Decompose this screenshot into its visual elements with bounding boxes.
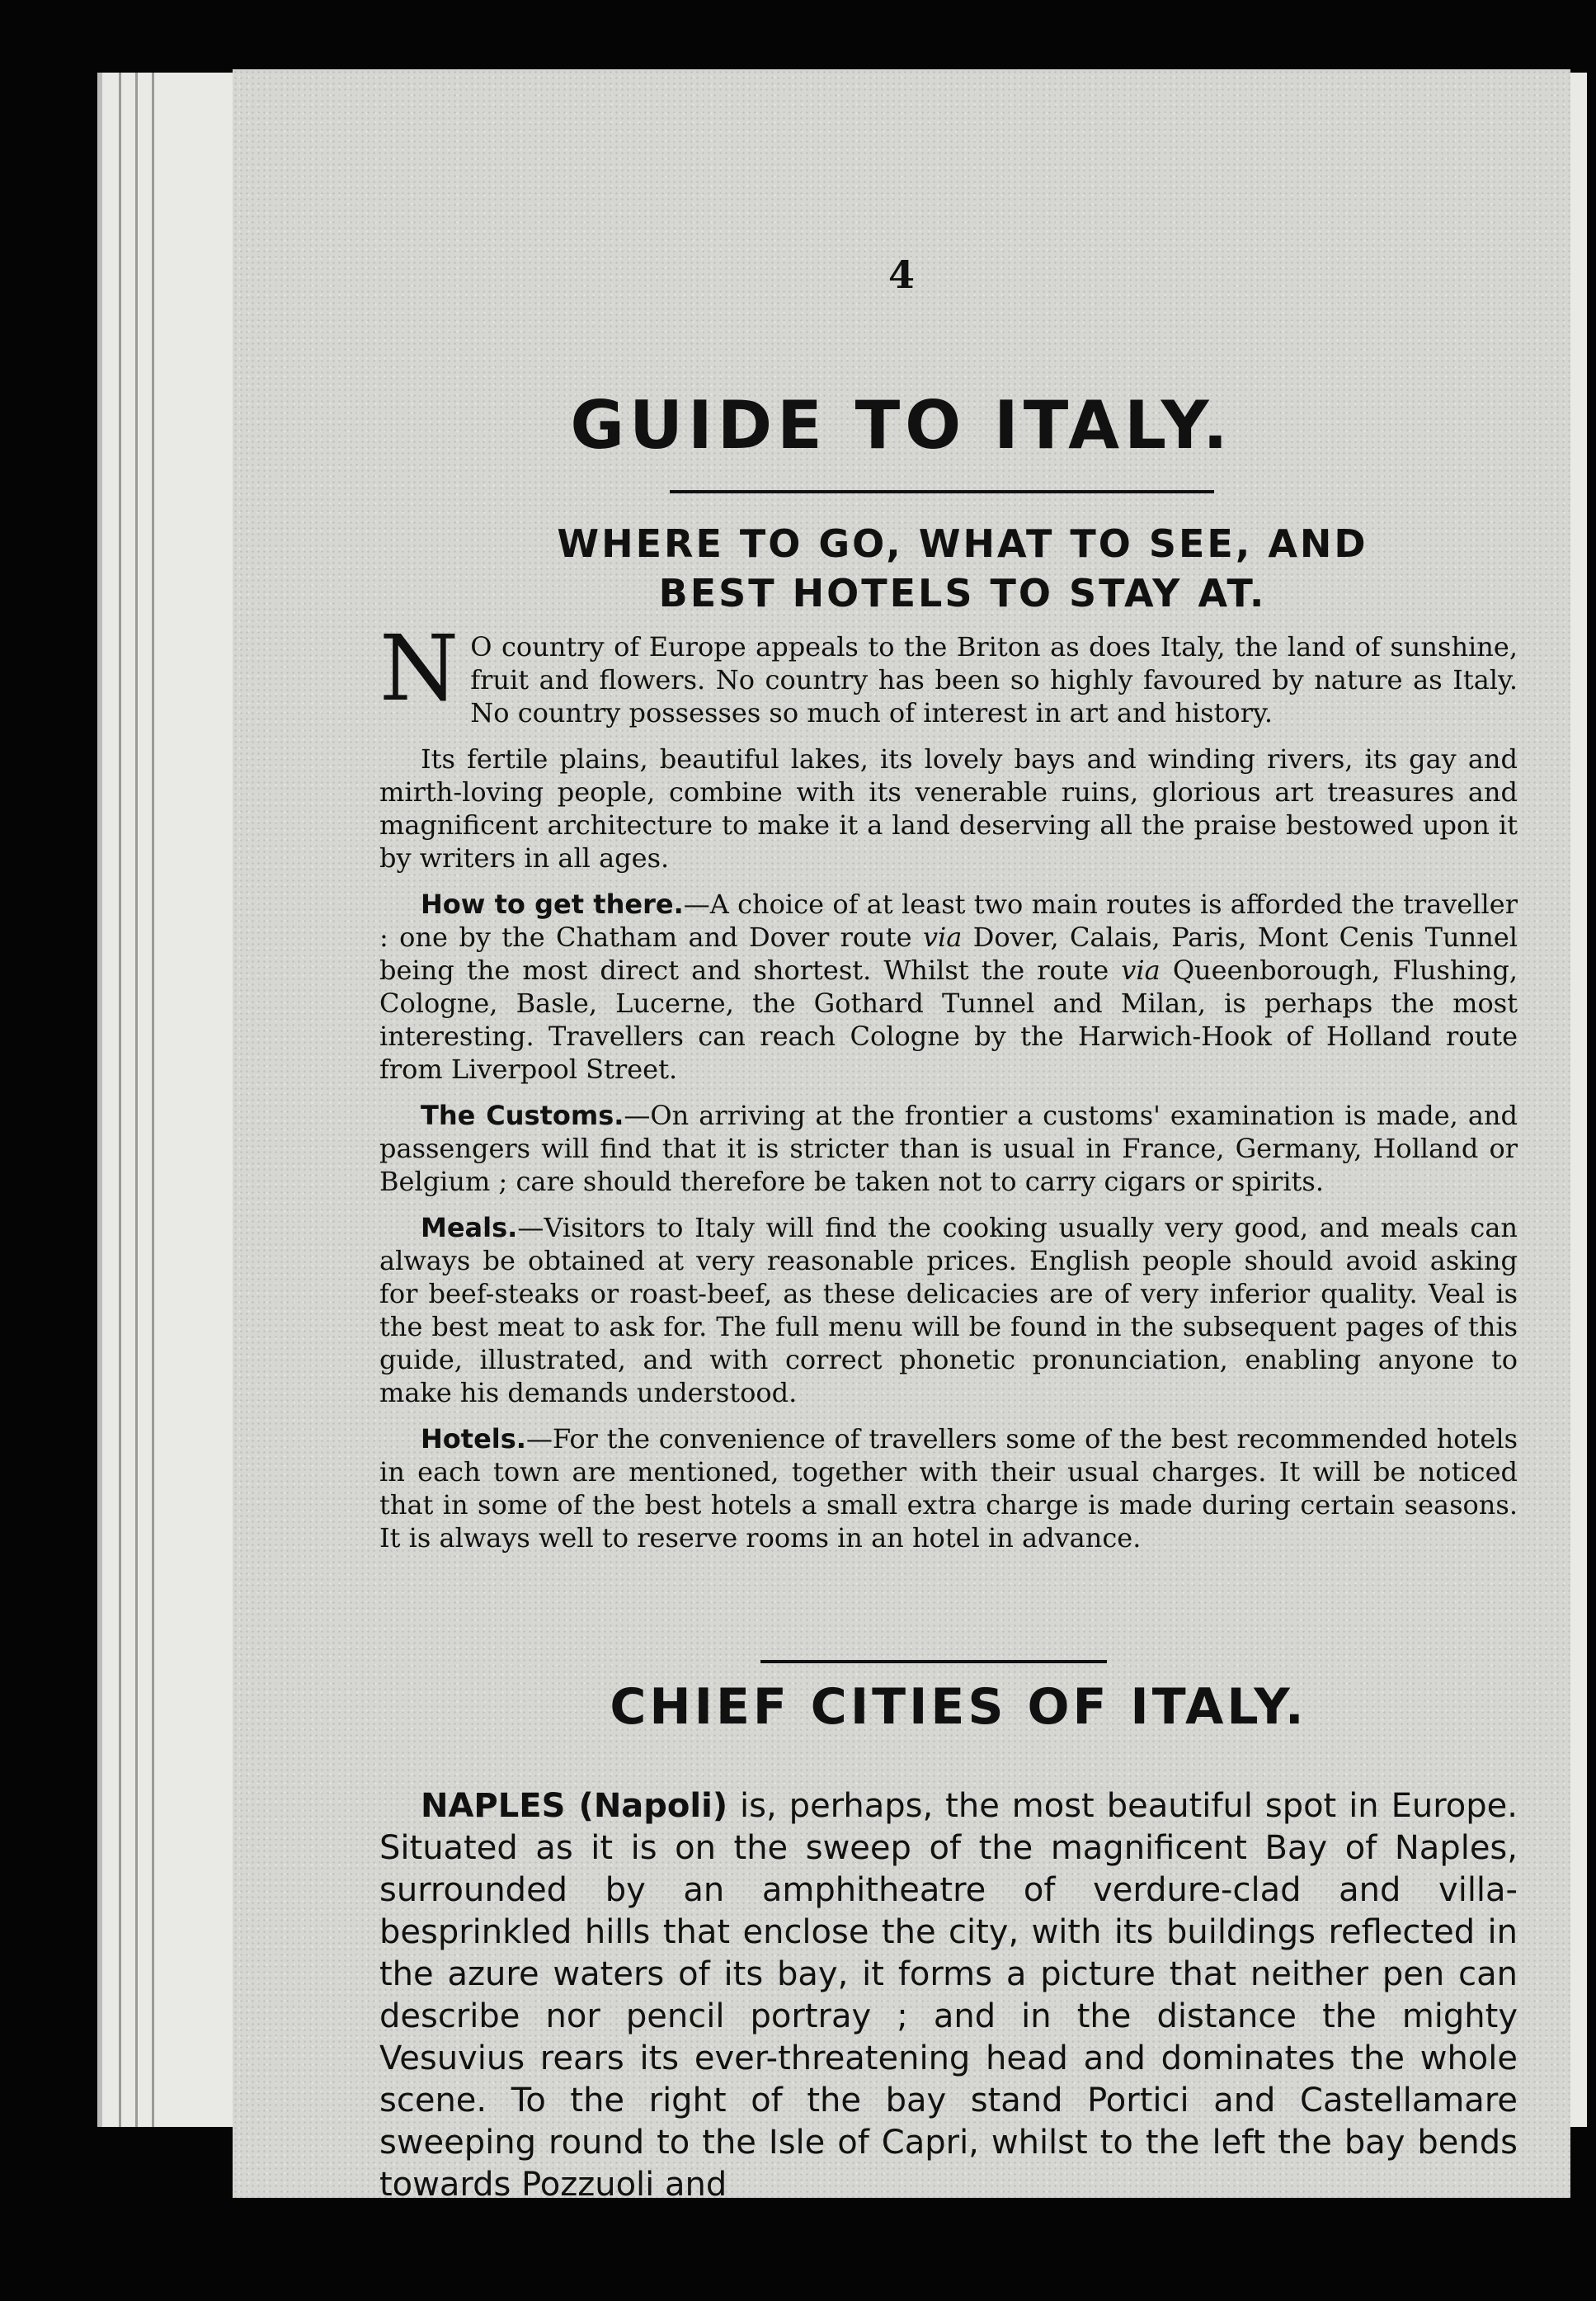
paragraph-text: is, perhaps, the most beautiful spot in Europe. Situated as it is on the sweep of the magnificent Bay of Naples, surrounded by an amphitheatre of verdure-clad and villa-besprinkled hills that enclose the city, with its buildings reflected in the azure waters of its bay, it forms a picture that neither pen can describe nor pencil portray ; and in the distance the mighty Vesuvius rears its ever-threatening head and dominates the whole scene. To the right of the bay stand Portici and Castellamare sweeping round to the Isle of Capri, whilst to the left the bay bends towards Pozzuoli and: [379, 1787, 1518, 2204]
section-rule: [760, 1660, 1107, 1663]
page-edge: [152, 73, 154, 2127]
body-text: [379, 615, 1518, 1568]
paragraph-how-to-get-there: [379, 888, 1518, 1086]
title-rule: [670, 490, 1214, 493]
page-edge: [119, 73, 121, 2127]
paragraph-text: —For the convenience of travellers some of the best recommended hotels in each town are mentioned, together with their usual charges. It will be noticed that in some of the best hotels a small extra charge is made during certain seasons. It is always well to reserve rooms in an hotel in advance.: [379, 1423, 1518, 1554]
paragraph-text: Queenborough, Flushing, Cologne, Basle, Lucerne, the Gothard Tunnel and Milan, is perhaps the most interesting. Travellers can reach Cologne by the Harwich-Hook of Holland route from Liverpool Street.: [379, 955, 1518, 1085]
run-in-heading: Hotels.: [421, 1423, 526, 1455]
paragraph-landscape: Its fertile plains, beautiful lakes, its lovely bays and winding rivers, its gay and mirth-loving people, combine with its venerable ruins, glorious art treasures and magnificent architecture to make it a land deserving all the praise bestowed upon it by writers in all ages.: [379, 743, 1518, 874]
intro-text: O country of Europe appeals to the Briton as does Italy, the land of sunshine, fruit and flowers. No country has been so highly favoured by nature as Italy. No country possesses so much of interest in art and history.: [470, 631, 1518, 728]
dropcap: N: [379, 615, 459, 721]
page-title: GUIDE TO ITALY.: [570, 387, 1233, 464]
run-in-heading: How to get there.: [421, 889, 684, 920]
italic-via: via: [1121, 955, 1161, 986]
subtitle-line-2: BEST HOTELS TO STAY AT.: [658, 571, 1267, 615]
italic-via: via: [922, 922, 963, 953]
document-page: [233, 69, 1570, 2204]
paragraph-naples: [379, 1785, 1518, 2206]
paragraph-hotels: [379, 1422, 1518, 1554]
subtitle-line-1: WHERE TO GO, WHAT TO SEE, AND: [557, 521, 1368, 566]
intro-paragraph: [379, 615, 1518, 729]
subtitle: [422, 519, 1503, 618]
section-title: CHIEF CITIES OF ITALY.: [610, 1678, 1307, 1736]
paragraph-text: Dover, Calais, Paris, Mont Cenis Tunnel being the most direct and shortest. Whilst the route: [379, 922, 1518, 986]
paragraph-text: —Visitors to Italy will find the cooking usually very good, and meals can always be obtained at very reasonable prices. English people should avoid asking for beef-steaks or roast-beef, as these delicacies are of very inferior quality. Veal is the best meat to ask for. The full menu will be found in the subsequent pages of this guide, illustrated, and with correct phonetic pronunciation, enabling anyone to make his demands understood.: [379, 1212, 1518, 1408]
paragraph-meals: [379, 1211, 1518, 1409]
city-name: NAPLES (Napoli): [421, 1787, 728, 1825]
page-number: 4: [887, 252, 915, 297]
paragraph-customs: [379, 1099, 1518, 1198]
paragraph-text: —On arriving at the frontier a customs' examination is made, and passengers will find that it is stricter than is usual in France, Germany, Holland or Belgium ; care should therefore be taken not to carry cigars or spirits.: [379, 1100, 1518, 1197]
run-in-heading: Meals.: [421, 1212, 518, 1243]
page-edge: [135, 73, 138, 2127]
paragraph-text: —A choice of at least two main routes is afforded the traveller : one by the Chatham and Dover route: [379, 889, 1518, 953]
run-in-heading: The Customs.: [421, 1100, 624, 1131]
